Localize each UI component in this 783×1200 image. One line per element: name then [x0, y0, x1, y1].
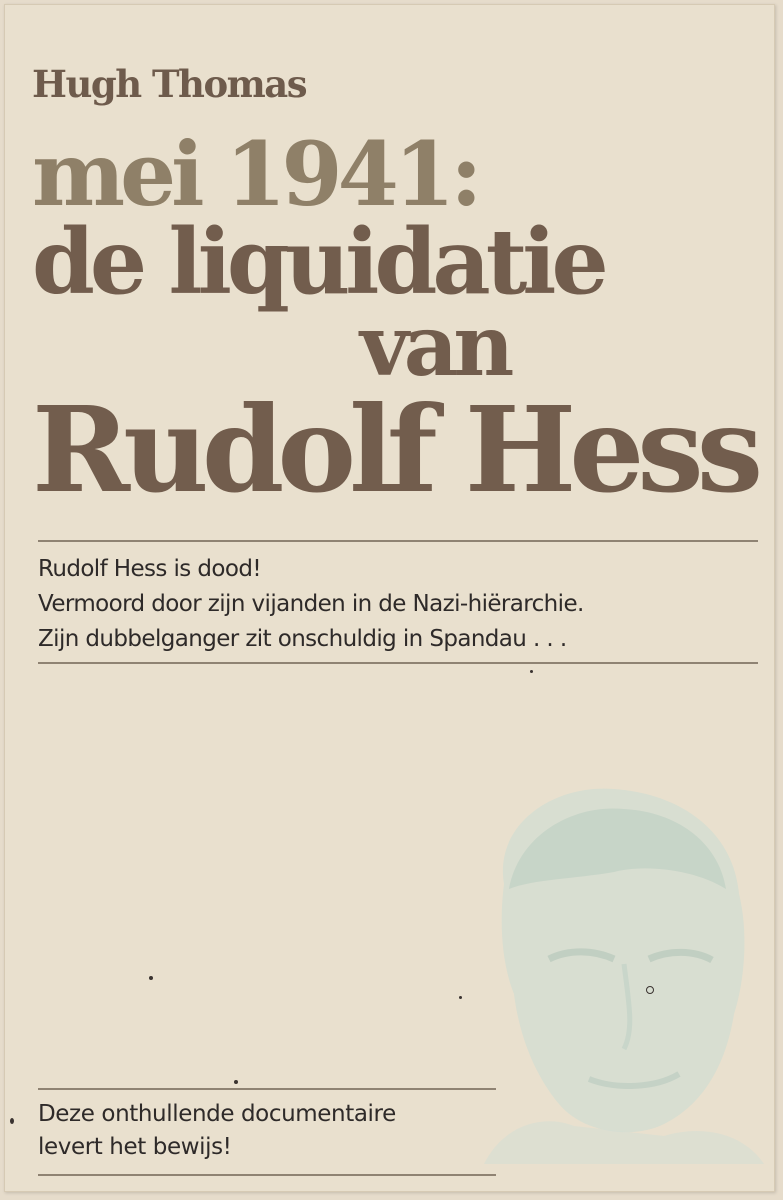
title-line-van: van: [360, 296, 510, 395]
author-name: Hugh Thomas: [32, 62, 307, 106]
portrait-illustration: [464, 764, 764, 1164]
blurb-line: Zijn dubbelganger zit onschuldig in Spandau . . .: [38, 626, 567, 652]
blurb-top-divider: [38, 540, 758, 542]
book-title: [4, 4, 775, 524]
cover-speck: [530, 670, 533, 673]
cover-speck: [149, 976, 153, 980]
title-line-name: Rudolf Hess: [32, 380, 757, 519]
blurb: [38, 552, 775, 657]
cover-speck: [646, 986, 654, 994]
blurb-line: Vermoord door zijn vijanden in de Nazi-hiërarchie.: [38, 591, 584, 617]
footer-bottom-divider: [38, 1174, 496, 1176]
footer-line: levert het bewijs!: [38, 1134, 232, 1160]
footer-top-divider: [38, 1088, 496, 1090]
title-line-date: mei 1941:: [32, 122, 478, 226]
title-line-liquidatie: de liquidatie: [32, 209, 604, 315]
cover-speck: [234, 1080, 238, 1084]
footer-tagline: [38, 1098, 508, 1164]
cover-speck: [459, 996, 462, 999]
cover-speck: [10, 1118, 14, 1124]
blurb-line: Rudolf Hess is dood!: [38, 556, 261, 582]
footer-line: Deze onthullende documentaire: [38, 1101, 396, 1127]
blurb-bottom-divider: [38, 662, 758, 664]
book-cover: [4, 4, 775, 1192]
